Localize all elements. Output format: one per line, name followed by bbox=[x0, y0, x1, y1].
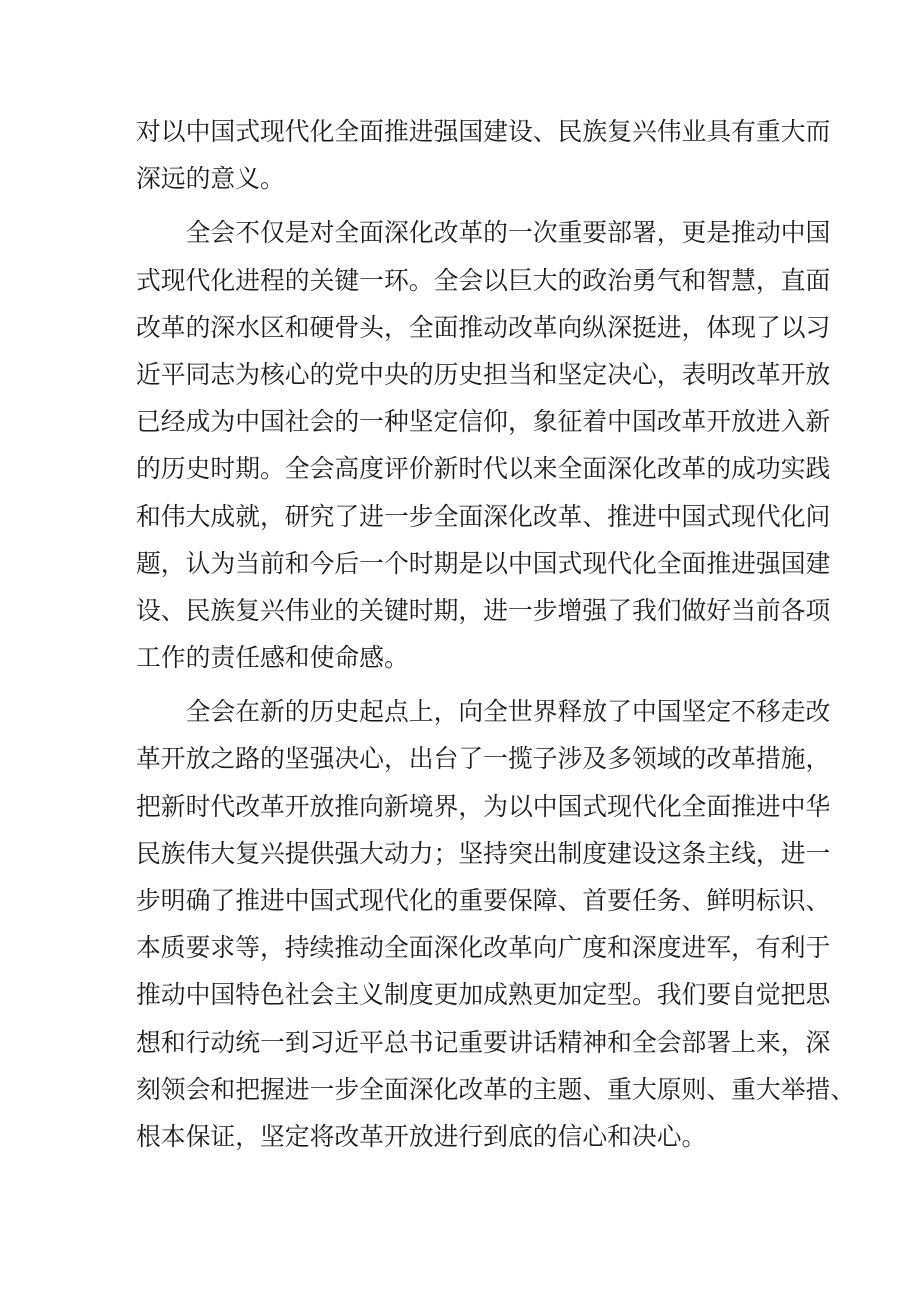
text-line: 近平同志为核心的党中央的历史担当和坚定决心，表明改革开放 bbox=[136, 359, 831, 389]
text-line: 对以中国式现代化全面推进强国建设、民族复兴伟业具有重大而 bbox=[136, 117, 831, 146]
paragraph-gap bbox=[136, 681, 798, 688]
text-line: 和伟大成就，研究了进一步全面深化改革、推进中国式现代化问 bbox=[136, 501, 831, 531]
text-line: 题，认为当前和今后一个时期是以中国式现代化全面推进强国建 bbox=[136, 548, 831, 578]
text-line: 设、民族复兴伟业的关键时期，进一步增强了我们做好当前各项 bbox=[136, 595, 831, 625]
text-line: 工作的责任感和使命感。 bbox=[136, 643, 409, 673]
text-line: 深远的意义。 bbox=[136, 164, 285, 194]
text-line: 革开放之路的坚强决心，出台了一揽子涉及多领域的改革措施， bbox=[136, 744, 831, 774]
text-line: 刻领会和把握进一步全面深化改革的主题、重大原则、重大举措、 bbox=[136, 1074, 856, 1104]
paragraph-1 bbox=[136, 108, 831, 202]
text-line: 式现代化进程的关键一环。全会以巨大的政治勇气和智慧，直面 bbox=[136, 265, 831, 295]
text-line: 本质要求等，持续推动全面深化改革向广度和深度进军，有利于 bbox=[136, 933, 831, 963]
paragraph-3 bbox=[136, 688, 856, 1160]
text-line: 根本保证，坚定将改革开放进行到底的信心和决心。 bbox=[136, 1121, 707, 1151]
text-line: 改革的深水区和硬骨头，全面推动改革向纵深挺进，体现了以习 bbox=[136, 312, 831, 342]
paragraph-gap bbox=[136, 202, 798, 209]
text-line: 的历史时期。全会高度评价新时代以来全面深化改革的成功实践 bbox=[136, 454, 831, 484]
text-line: 已经成为中国社会的一种坚定信仰，象征着中国改革开放进入新 bbox=[136, 407, 831, 437]
text-line: 想和行动统一到习近平总书记重要讲话精神和全会部署上来，深 bbox=[136, 1027, 831, 1057]
text-line: 民族伟大复兴提供强大动力；坚持突出制度建设这条主线，进一 bbox=[136, 838, 831, 868]
paragraph-2 bbox=[136, 209, 831, 681]
text-line: 步明确了推进中国式现代化的重要保障、首要任务、鲜明标识、 bbox=[136, 886, 831, 915]
document-body bbox=[136, 108, 856, 1160]
text-line: 把新时代改革开放推向新境界，为以中国式现代化全面推进中华 bbox=[136, 791, 831, 821]
text-line: 全会不仅是对全面深化改革的一次重要部署，更是推动中国 bbox=[185, 218, 831, 248]
text-line: 全会在新的历史起点上，向全世界释放了中国坚定不移走改 bbox=[185, 697, 831, 727]
text-line: 推动中国特色社会主义制度更加成熟更加定型。我们要自觉把思 bbox=[136, 980, 831, 1010]
